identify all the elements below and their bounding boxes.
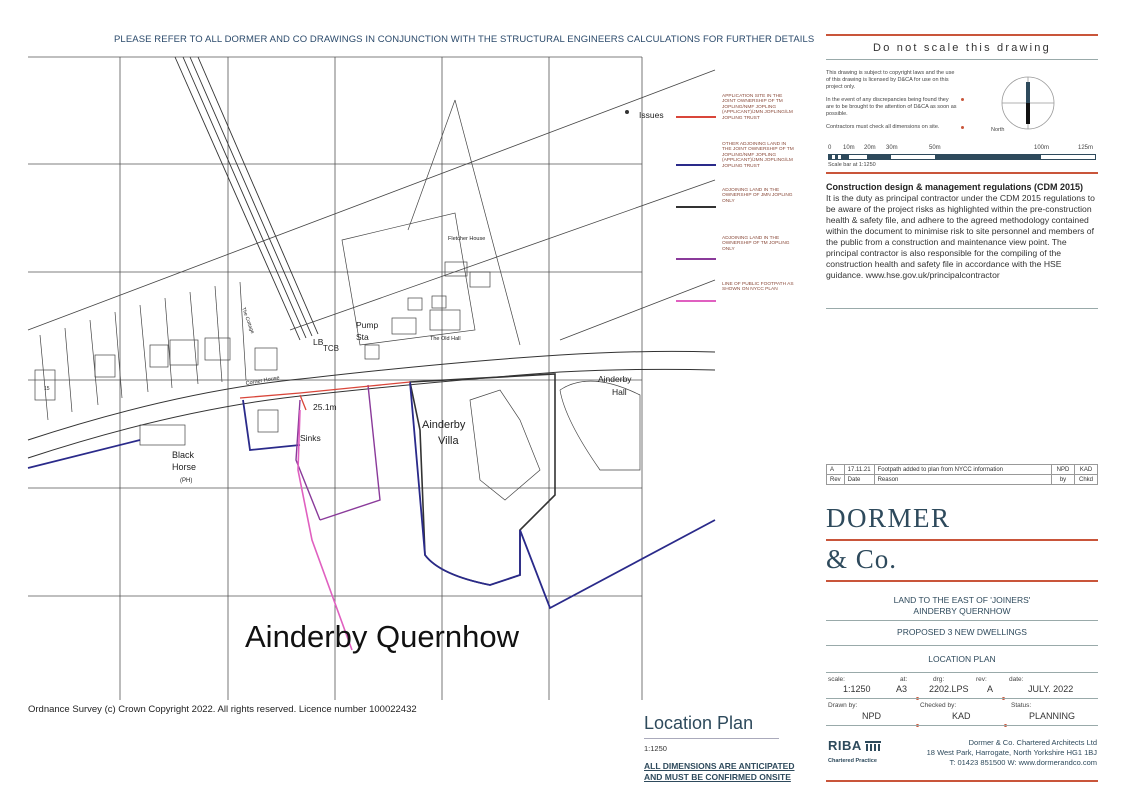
checked-value: KAD: [952, 711, 971, 721]
do-not-scale: Do not scale this drawing: [873, 42, 1051, 54]
divider-red: [826, 34, 1098, 36]
divider: [826, 620, 1098, 621]
legend-item: ADJOINING LAND IN THE OWNERSHIP OF JMN JOPLING ONLY: [676, 188, 786, 236]
issues-marker: [625, 110, 629, 114]
label-the-cottage: The Cottage: [240, 306, 256, 335]
divider-red: [826, 580, 1098, 582]
public-footpath: [298, 410, 352, 650]
field-bullet: [916, 714, 919, 732]
label-old-hall: The Old Hall: [430, 336, 461, 342]
revision-header-row: Rev Date Reason by Chkd: [827, 475, 1098, 485]
legend-item: APPLICATION SITE IN THE JOINT OWNERSHIP OF TM JOPLING/NMF JOPLING (APPLICANT)/JMN JOPLING/LM JOPLING TRUST: [676, 94, 786, 142]
field-bullet: [1002, 687, 1005, 705]
drg-label: drg:: [933, 676, 945, 683]
divider-red: [826, 172, 1098, 174]
rev-label: rev:: [976, 676, 987, 683]
legend-swatch-site: [676, 116, 716, 118]
status-value: PLANNING: [1029, 711, 1076, 721]
status-label: Status:: [1011, 702, 1032, 709]
label-issues: Issues: [639, 110, 664, 120]
label-ainderby-hall-1: Ainderby: [598, 374, 632, 384]
place-name: Ainderby Quernhow: [245, 619, 519, 654]
os-copyright: Ordnance Survey (c) Crown Copyright 2022. All rights reserved. Licence number 100022432: [28, 704, 417, 715]
divider-red: [826, 780, 1098, 782]
jmn-boundary: [410, 374, 555, 585]
dimensions-note-1: ALL DIMENSIONS ARE ANTICIPATED: [644, 761, 795, 771]
railway-lines: [175, 57, 318, 340]
divider-red: [826, 539, 1098, 541]
legend-item: LINE OF PUBLIC FOOTPATH AS SHOWN ON NYCC PLAN: [676, 282, 786, 322]
rev-value: A: [987, 684, 994, 694]
legend-swatch-joint: [676, 164, 716, 166]
riba-logo: RIBA: [828, 738, 862, 753]
drawn-value: NPD: [862, 711, 882, 721]
legend-swatch-jmn: [676, 206, 716, 208]
east-buildings: [342, 100, 640, 500]
scale-value: 1:1250: [843, 684, 871, 694]
practice-details: [900, 738, 1097, 768]
divider: [644, 738, 779, 739]
legend-item: ADJOINING LAND IN THE OWNERSHIP OF TM JOPLING ONLY: [676, 236, 786, 282]
cdm-section: [826, 182, 1098, 281]
label-ainderby-villa-2: Villa: [438, 435, 459, 447]
drawing-title: LOCATION PLAN: [928, 654, 996, 664]
date-label: date:: [1009, 676, 1024, 683]
practice-address: 18 West Park, Harrogate, North Yorkshire HG1 1BJ: [926, 748, 1097, 757]
label-sta: Sta: [356, 332, 369, 342]
tm-boundary: [296, 385, 380, 520]
drawn-label: Drawn by:: [828, 702, 858, 709]
label-horse: Horse: [172, 462, 197, 472]
label-ainderby-villa-1: Ainderby: [422, 419, 466, 431]
copyright-notes: This drawing is subject to copyright laws and the use of this drawing is licensed by D&CA for use on this project only. In the event of any discrepancies being found they are to be brought to the attention of D&CA as soon as possible. Contractors must check all dimensions on site.: [826, 70, 957, 130]
scale-label: scale:: [828, 676, 845, 683]
date-value: JULY. 2022: [1028, 684, 1074, 694]
label-lb: LB: [313, 337, 324, 347]
practice-name: Dormer & Co. Chartered Architects Ltd: [968, 738, 1097, 747]
label-ph: (PH): [180, 478, 193, 484]
revision-row: A 17.11.21 Footpath added to plan from NYCC information NPD KAD: [827, 465, 1098, 475]
legend-item: OTHER ADJOINING LAND IN THE JOINT OWNERSHIP OF TM JOPLING/NMF JOPLING (APPLICANT)/JMN JOPLING/LM JOPLING TRUST: [676, 142, 786, 188]
north-label: North: [991, 127, 1005, 133]
riba-crest-icon: [864, 738, 882, 752]
ne-lines: [28, 70, 715, 340]
map-legend: [676, 94, 794, 322]
divider: [826, 698, 1098, 699]
label-fletcher-house: Fletcher House: [448, 236, 486, 242]
drawing-note-banner: PLEASE REFER TO ALL DORMER AND CO DRAWINGS IN CONJUNCTION WITH THE STRUCTURAL ENGINEERS CALCULATIONS FOR FURTHER DETAILS: [114, 34, 815, 45]
drg-value: 2202.LPS: [929, 684, 969, 694]
label-sinks: Sinks: [300, 433, 321, 443]
label-ainderby-hall-2: Hall: [612, 387, 627, 397]
practice-contact: T: 01423 851500 W: www.dormerandco.com: [949, 758, 1097, 767]
cdm-body: It is the duty as principal contractor under the CDM 2015 regulations to be aware of the project risks as highlighted within the pre-construction health & safety file, and adhere to the agreed methodology contained within the document to minimise risk to site personnel and members of the public from a construction and maintenance view point. The principal contractor is also responsible for the compiling of the construction health and safety file in accordance with the HSE guidance. www.hse.gov.uk/principalcontractor: [826, 193, 1095, 280]
location-plan-scale: 1:1250: [644, 744, 667, 753]
field-bullet: [916, 687, 919, 705]
revision-table: [826, 464, 1098, 485]
at-value: A3: [896, 684, 908, 694]
label-corner-house: Corner House: [245, 375, 281, 387]
village-plots: [35, 282, 379, 445]
cdm-heading: Construction design & management regulations (CDM 2015): [826, 182, 1084, 192]
dimensions-note-2: AND MUST BE CONFIRMED ONSITE: [644, 772, 791, 782]
legend-swatch-footpath: [676, 300, 716, 302]
location-plan-heading: Location Plan: [644, 713, 754, 733]
riba-subtitle: Chartered Practice: [828, 758, 877, 764]
divider: [826, 725, 1098, 726]
divider: [826, 645, 1098, 646]
brand-and-co: & Co.: [826, 544, 898, 574]
divider: [826, 672, 1098, 673]
label-pump: Pump: [356, 320, 379, 330]
scale-ticks: 0 10m 20m 30m 50m 100m 125m: [828, 145, 1094, 151]
legend-swatch-tm: [676, 258, 716, 260]
label-tcb: TCB: [323, 344, 339, 353]
scale-bar: [828, 154, 1096, 160]
note-bullet: [961, 88, 964, 106]
note-bullet: [961, 116, 964, 134]
label-dimension: 25.1m: [313, 402, 337, 412]
label-plot-15: 15: [44, 386, 50, 392]
field-bullet: [1004, 714, 1007, 732]
checked-label: Checked by:: [920, 702, 957, 709]
scale-bar-label: Scale bar at 1:1250: [828, 162, 876, 168]
divider: [826, 308, 1098, 309]
north-arrow-icon: [993, 72, 1063, 134]
proposal: PROPOSED 3 NEW DWELLINGS: [897, 627, 1027, 637]
brand-dormer: DORMER: [826, 503, 951, 533]
label-black: Black: [172, 450, 195, 460]
at-label: at:: [900, 676, 908, 683]
divider: [826, 59, 1098, 60]
project-title: LAND TO THE EAST OF 'JOINERS' AINDERBY QUERNHOW: [893, 595, 1031, 616]
